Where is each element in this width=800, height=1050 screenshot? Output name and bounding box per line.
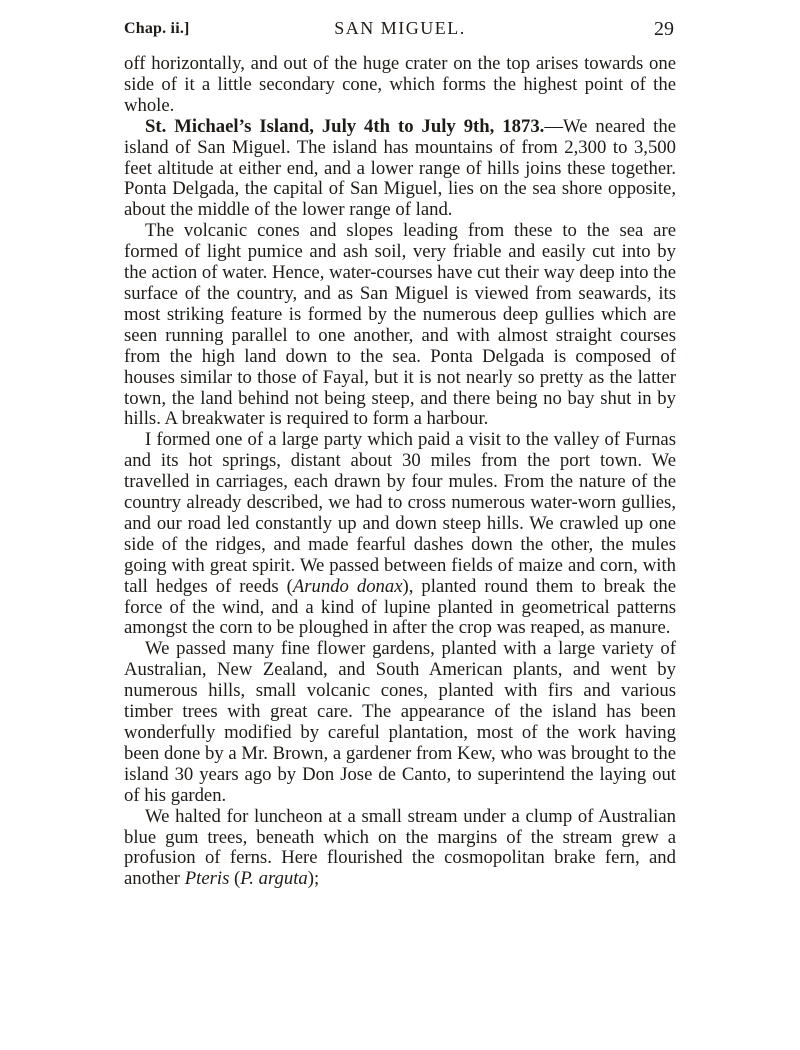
species-name: P. arguta — [240, 868, 308, 890]
book-page — [124, 18, 676, 1038]
page-title: SAN MIGUEL. — [334, 18, 466, 38]
paragraph-text: ( — [229, 868, 241, 890]
page-number: 29 — [654, 18, 674, 40]
paragraph-text: ), planted round them to break the force of the wind, and a kind of lupine planted in geometrical patterns amongst the corn to be ploughed in after the crop was reaped, as manure. — [124, 575, 677, 639]
paragraph-text: I formed one of a large party which paid a visit to the valley of Furnas and its hot springs, distant about 30 miles from the port town. We travelled in carriages, each drawn by four mules. From the nature of the country already described, we had to cross numerous water-worn gullies, and our road led constantly up and down steep hills. We crawled up one side of the ridges, and made fearful dashes down the other, the mules going with great spirit. We passed between fields of maize and corn, with tall hedges of reeds ( — [124, 429, 676, 597]
paragraph-text: off horizontally, and out of the huge crater on the top arises towards one side of it a little secondary cone, which forms the highest point of the whole. — [124, 53, 676, 116]
paragraph-text: We halted for luncheon at a small stream under a clump of Australian blue gum trees, beneath which on the margins of the stream grew a profusion of ferns. Here flourished the cosmopolitan brake fern, and another — [124, 805, 676, 890]
body-text — [124, 54, 676, 890]
paragraph-text: —We neared the island of San Miguel. The island has mountains of from 2,300 to 3,500 feet altitude at either end, and a lower range of hills joins these together. Ponta Delgada, the capital of San Miguel, lies on the sea shore opposite, about the middle of the lower range of land. — [124, 115, 676, 221]
paragraph-volcanic-cones — [124, 221, 676, 430]
paragraph-furnas-trip — [124, 430, 676, 639]
running-header — [124, 18, 676, 48]
paragraph-luncheon — [124, 807, 676, 891]
paragraph-text: ); — [307, 868, 320, 890]
paragraph-text: The volcanic cones and slopes leading from these to the sea are formed of light pumice and ash soil, very friable and easily cut into by the action of water. Hence, water-courses have cut their way deep into the surface of the country, and as San Miguel is viewed from seawards, its most striking feature is formed by the numerous deep gullies which are seen running parallel to one another, and with almost straight courses from the high land down to the sea. Ponta Delgada is composed of houses similar to those of Fayal, but it is not nearly so pretty as the latter town, the land behind not being steep, and there being no bay shut in by hills. A breakwater is required to form a harbour. — [124, 220, 676, 430]
species-name: Arundo donax — [292, 575, 403, 597]
chapter-label: Chap. ii.] — [124, 20, 190, 37]
paragraph-st-michaels — [124, 117, 676, 222]
species-name: Pteris — [184, 868, 230, 890]
paragraph-text: We passed many fine flower gardens, planted with a large variety of Australian, New Zealand, and South American plants, and went by numerous hills, small volcanic cones, planted with firs and various timber trees with great care. The appearance of the island has been wonderfully modified by careful plantation, most of the work having been done by a Mr. Brown, a gardener from Kew, who was brought to the island 30 years ago by Don Jose de Canto, to superintend the laying out of his garden. — [124, 638, 676, 806]
section-heading: St. Michael’s Island, July 4th to July 9th, 1873. — [145, 115, 545, 137]
paragraph-continued — [124, 54, 676, 117]
paragraph-flower-gardens — [124, 639, 676, 806]
